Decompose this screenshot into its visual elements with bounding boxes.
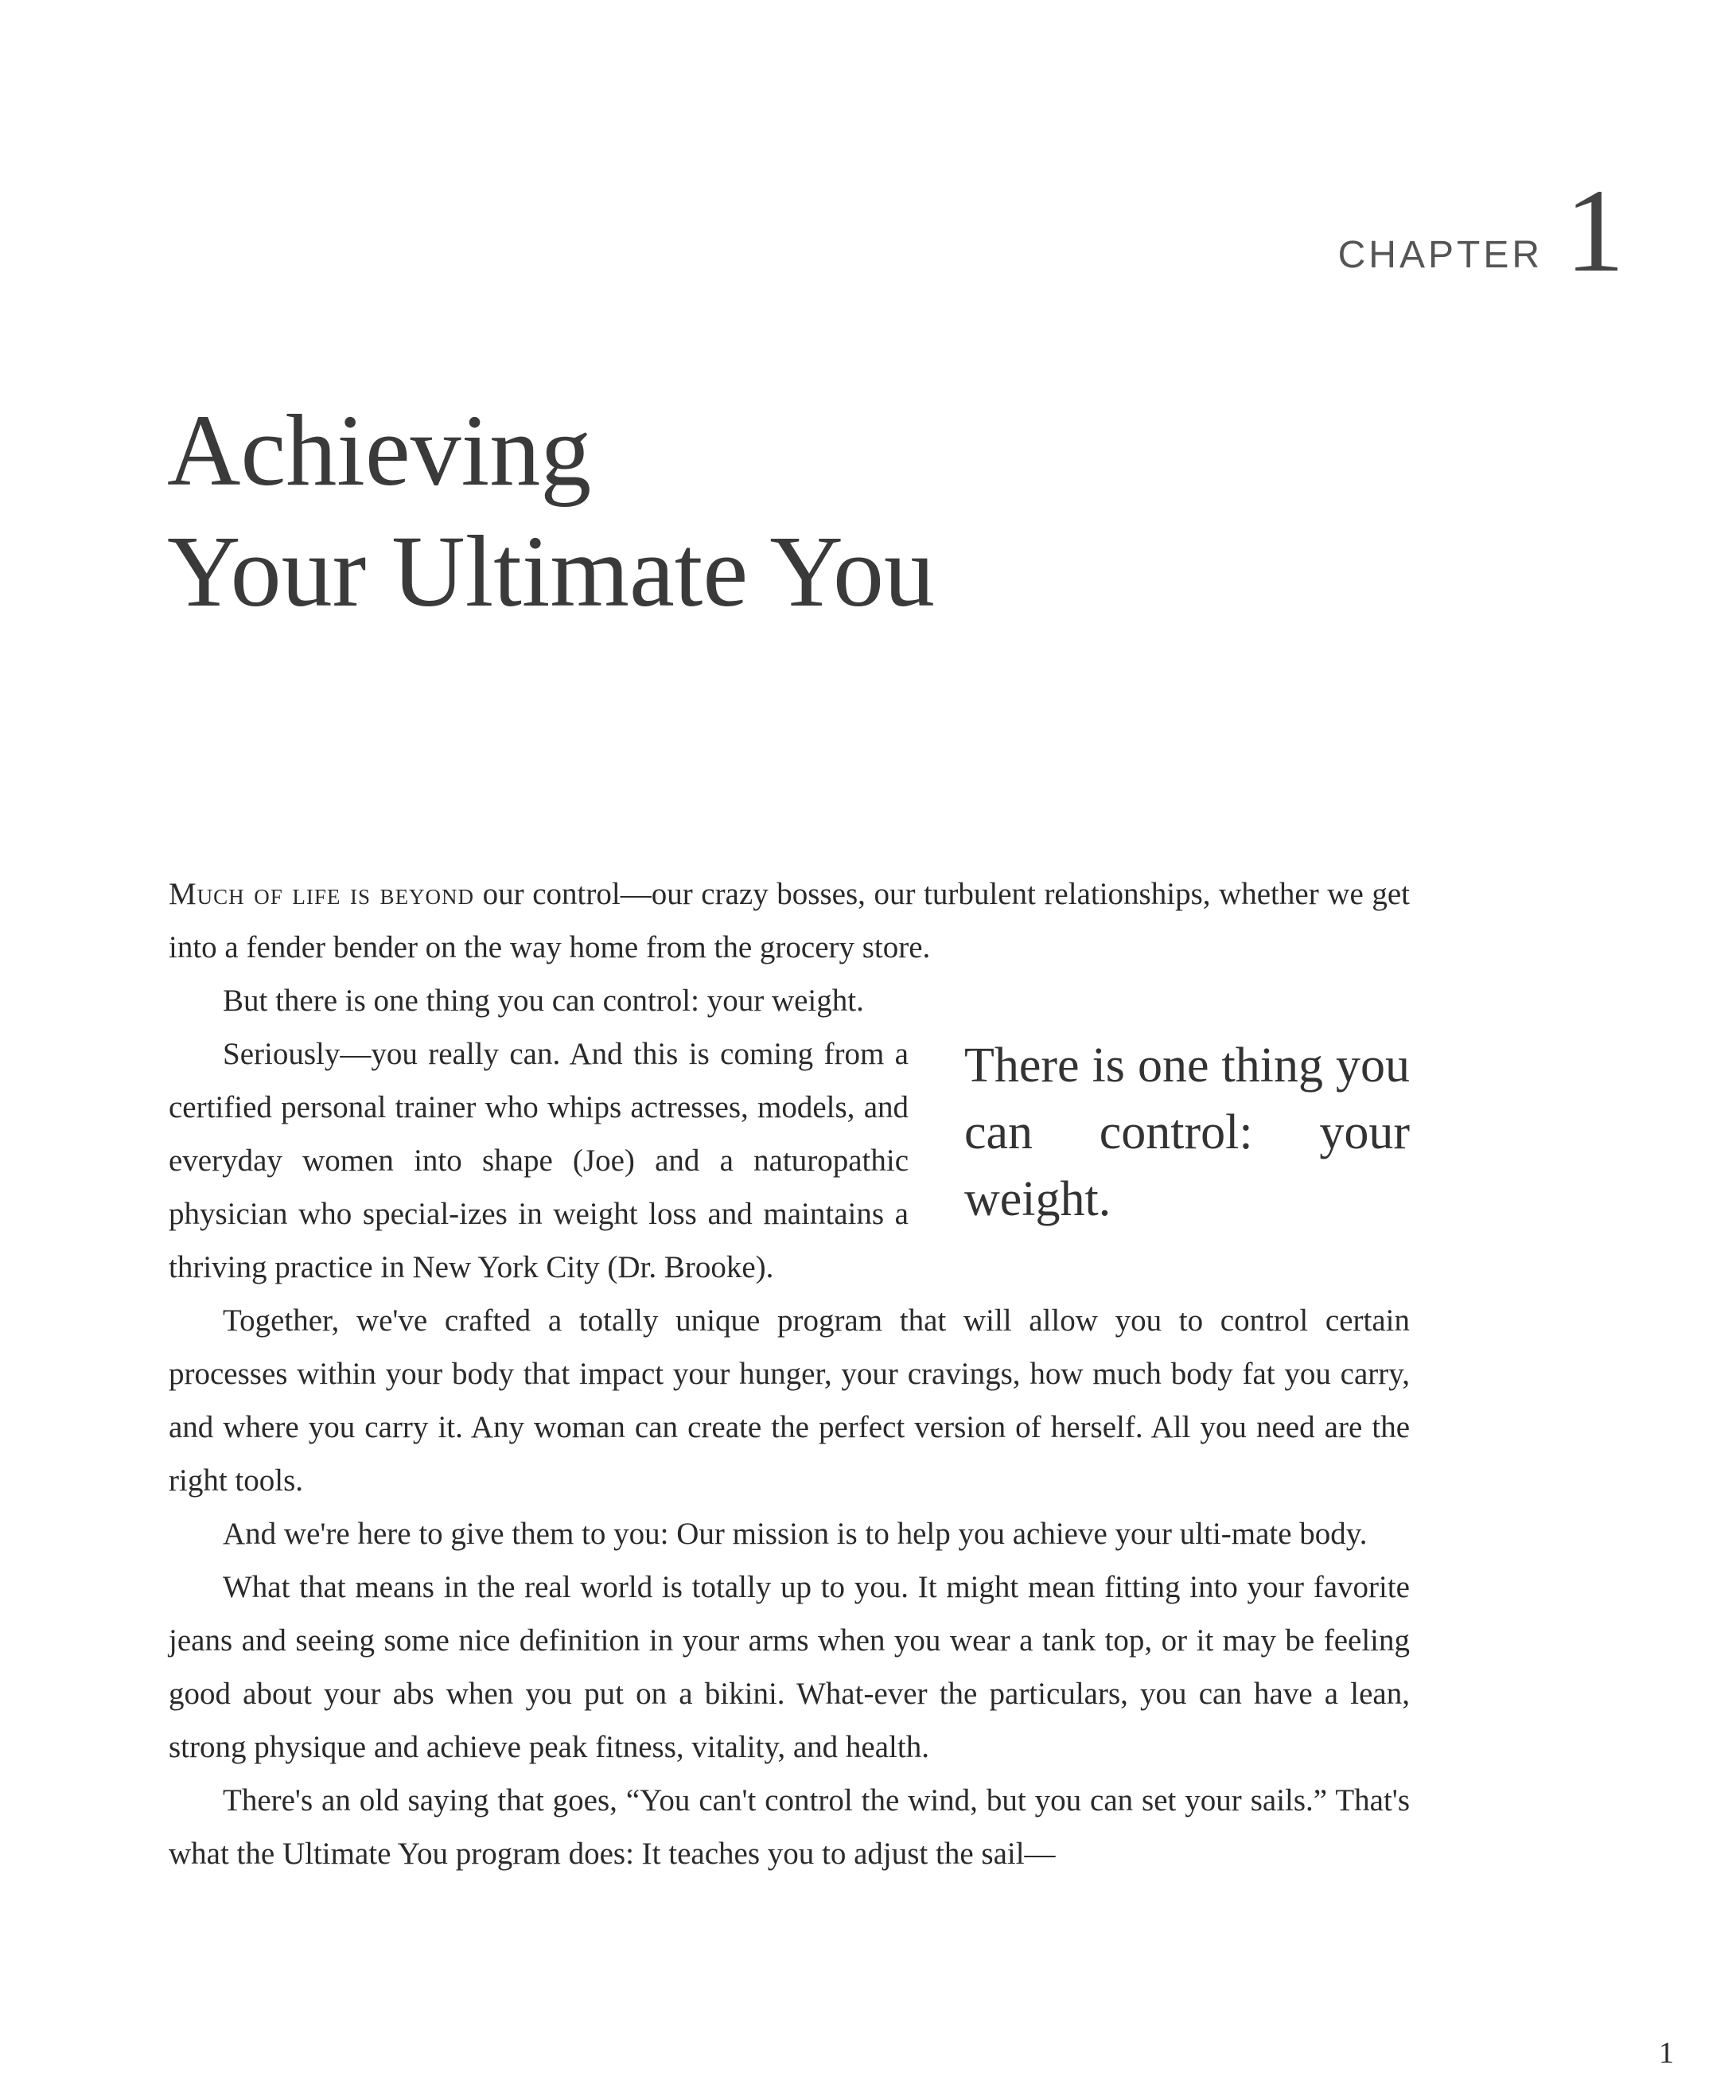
paragraph-1-text: our control—our crazy bosses, our turbulent relationships, whether we get into a fender bender on the way home from the grocery store. <box>169 877 1410 964</box>
paragraph-5: And we're here to give them to you: Our mission is to help you achieve your ulti-mate body. <box>223 1517 1368 1551</box>
paragraph-3-text: Seriously—you really can. And this is coming from a certified personal trainer who whips actresses, models, and everyday women into shape (Joe) and a naturopathic physician who special-izes in weight loss and maintains a thriving practice in New York City (Dr. Brooke). <box>169 1037 909 1284</box>
page-number: 1 <box>1659 2036 1674 2070</box>
paragraph-2: But there is one thing you can control: your weight. <box>223 984 864 1018</box>
paragraph-6: What that means in the real world is totally up to you. It might mean fitting into your favorite jeans and seeing some nice definition in your arms when you wear a tank top, or it may be feeling good about your abs when you put on a bikini. What-ever the particulars, you can have a lean, strong physique and achieve peak fitness, vitality, and health. <box>169 1570 1410 1764</box>
chapter-title-line-2: Your Ultimate You <box>167 515 935 628</box>
paragraph-1 <box>169 867 1410 974</box>
chapter-label: CHAPTER <box>1337 234 1543 276</box>
chapter-title-line-1: Achieving <box>167 394 592 507</box>
paragraph-4: Together, we've crafted a totally unique program that will allow you to control certain processes within your body that impact your hunger, your cravings, how much body fat you carry, and where you carry it. Any woman can create the perfect version of herself. All you need are the right tools. <box>169 1303 1410 1498</box>
lead-in: Much of life is beyond <box>169 877 475 911</box>
chapter-number: 1 <box>1565 165 1625 297</box>
chapter-title <box>167 390 935 632</box>
paragraph-7: There's an old saying that goes, “You can't control the wind, but you can set your sails.” That's what the Ultimate You program does: It teaches you to adjust the sail— <box>169 1783 1410 1871</box>
body-text <box>169 867 1410 1880</box>
paragraph-3 <box>169 1027 1410 1294</box>
pull-quote: There is one thing you can control: your weight. <box>964 1038 1410 1226</box>
chapter-heading <box>1337 165 1625 297</box>
